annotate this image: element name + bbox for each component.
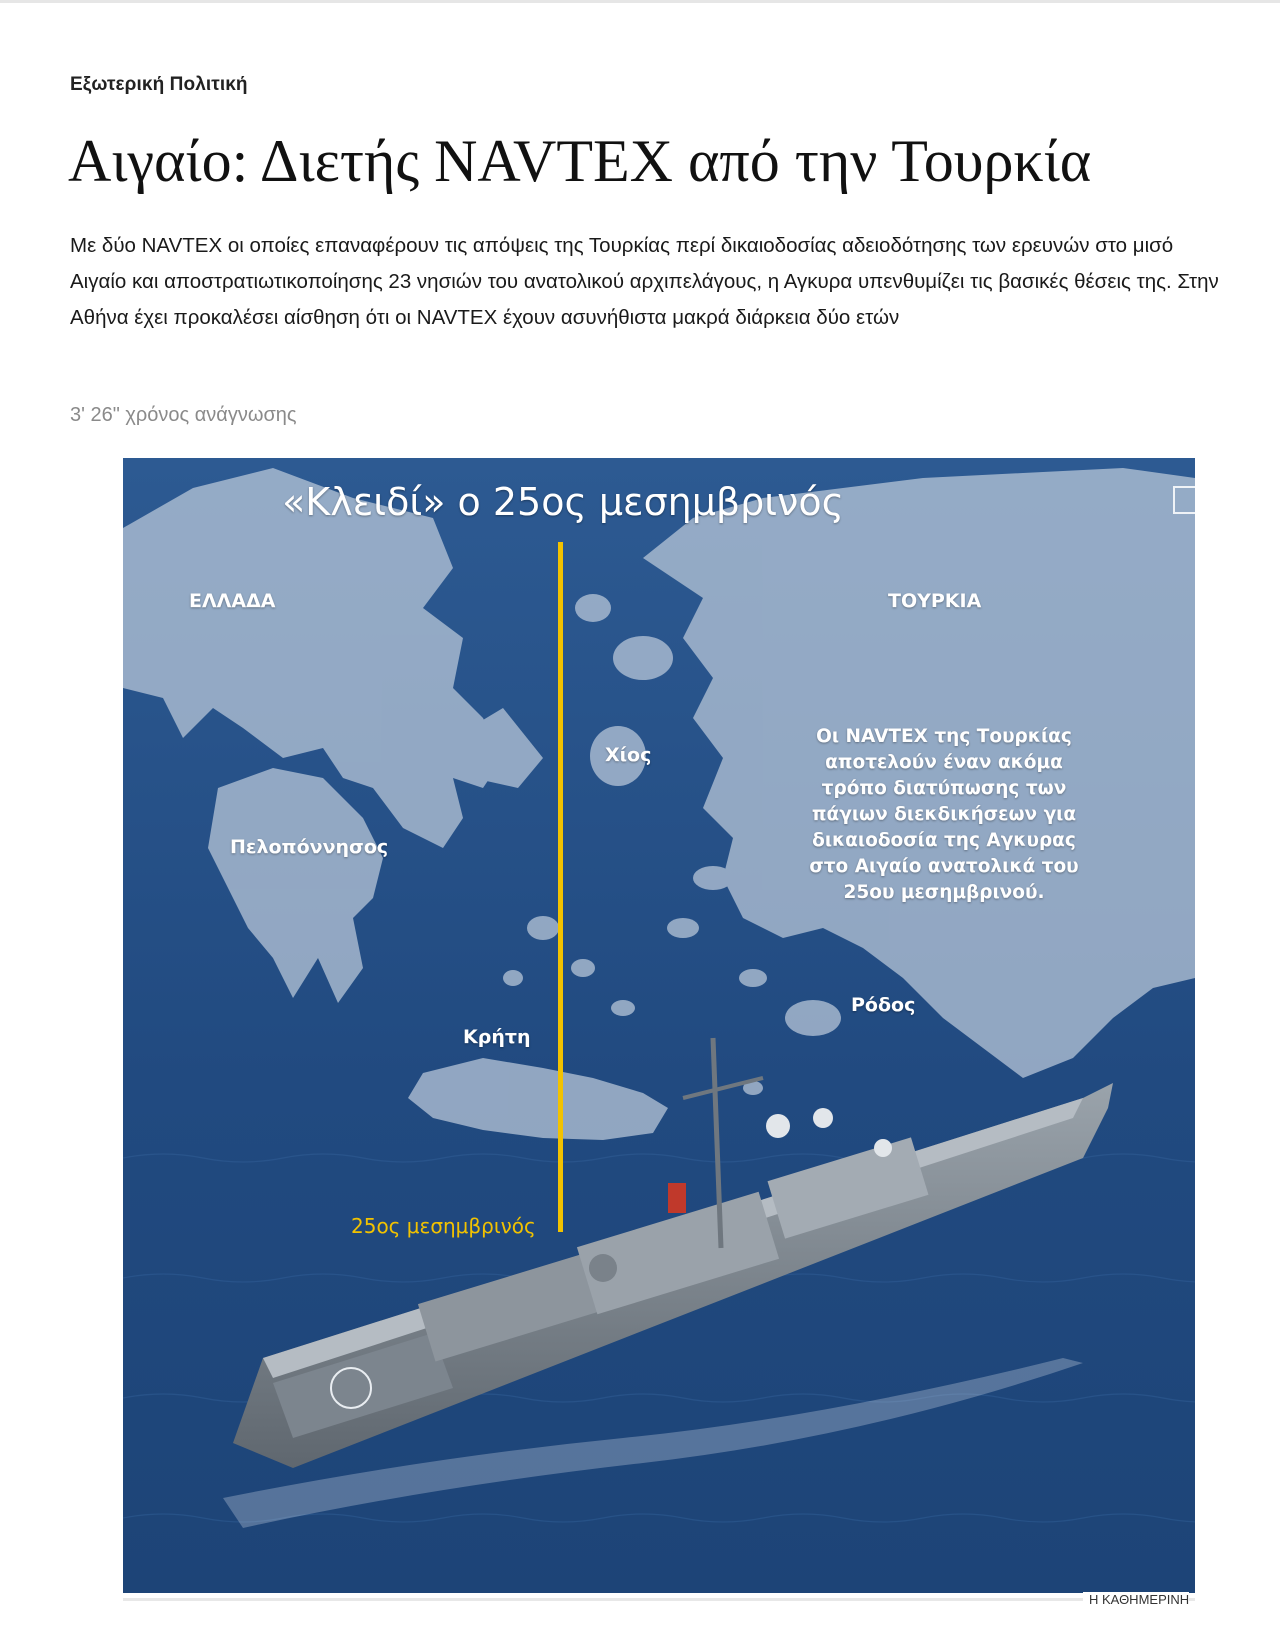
article-lead: Με δύο NAVTEX οι οποίες επαναφέρουν τις απόψεις της Τουρκίας περί δικαιοδοσίας αδειοδότησης των ερευνών στο μισό Αιγαίο και αποστρατιωτικοποίησης 23 νησιών του ανατολικού αρχιπελάγους, η Αγκυρα υπενθυμίζει τις βασικές θέσεις της. Στην Αθήνα έχει προκαλέσει αίσθηση ότι οι NAVTEX έχουν ασυνήθιστα μακρά διάρκεια δύο ετών — [70, 234, 1219, 329]
category-link[interactable]: Εξωτερική Πολιτική — [70, 74, 248, 95]
label-turkey: ΤΟΥΡΚΙΑ — [888, 590, 982, 612]
top-divider — [0, 0, 1280, 3]
infographic-annotation: Οι NAVTEX της Τουρκίας αποτελούν έναν ακόμα τρόπο διατύπωσης των πάγιων διεκδικήσεων για δικαιοδοσία της Αγκυρας στο Αιγαίο ανατολικά του 25ου μεσημβρινού. — [809, 726, 1079, 903]
meridian-label: 25ος μεσημβρινός — [351, 1214, 536, 1238]
label-rhodes: Ρόδος — [851, 994, 916, 1016]
article-title: Αιγαίο: Διετής NAVTEX από την Τουρκία — [68, 128, 1092, 194]
expand-icon[interactable] — [1173, 486, 1195, 514]
image-credit: Η ΚΑΘΗΜΕΡΙΝΗ — [1083, 1592, 1189, 1607]
infographic-image[interactable] — [123, 458, 1195, 1593]
label-crete: Κρήτη — [463, 1026, 531, 1048]
figure-caption-rule — [123, 1598, 1195, 1601]
label-peloponnese: Πελοπόννησος — [230, 836, 389, 858]
label-chios: Χίος — [605, 744, 652, 766]
meridian-line — [558, 542, 563, 1232]
infographic-title: «Κλειδί» ο 25ος μεσημβρινός — [282, 480, 844, 524]
label-greece: ΕΛΛΑΔΑ — [189, 590, 276, 612]
map-and-ship-illustration — [123, 458, 1195, 1593]
reading-time: 3' 26" χρόνος ανάγνωσης — [70, 404, 297, 426]
